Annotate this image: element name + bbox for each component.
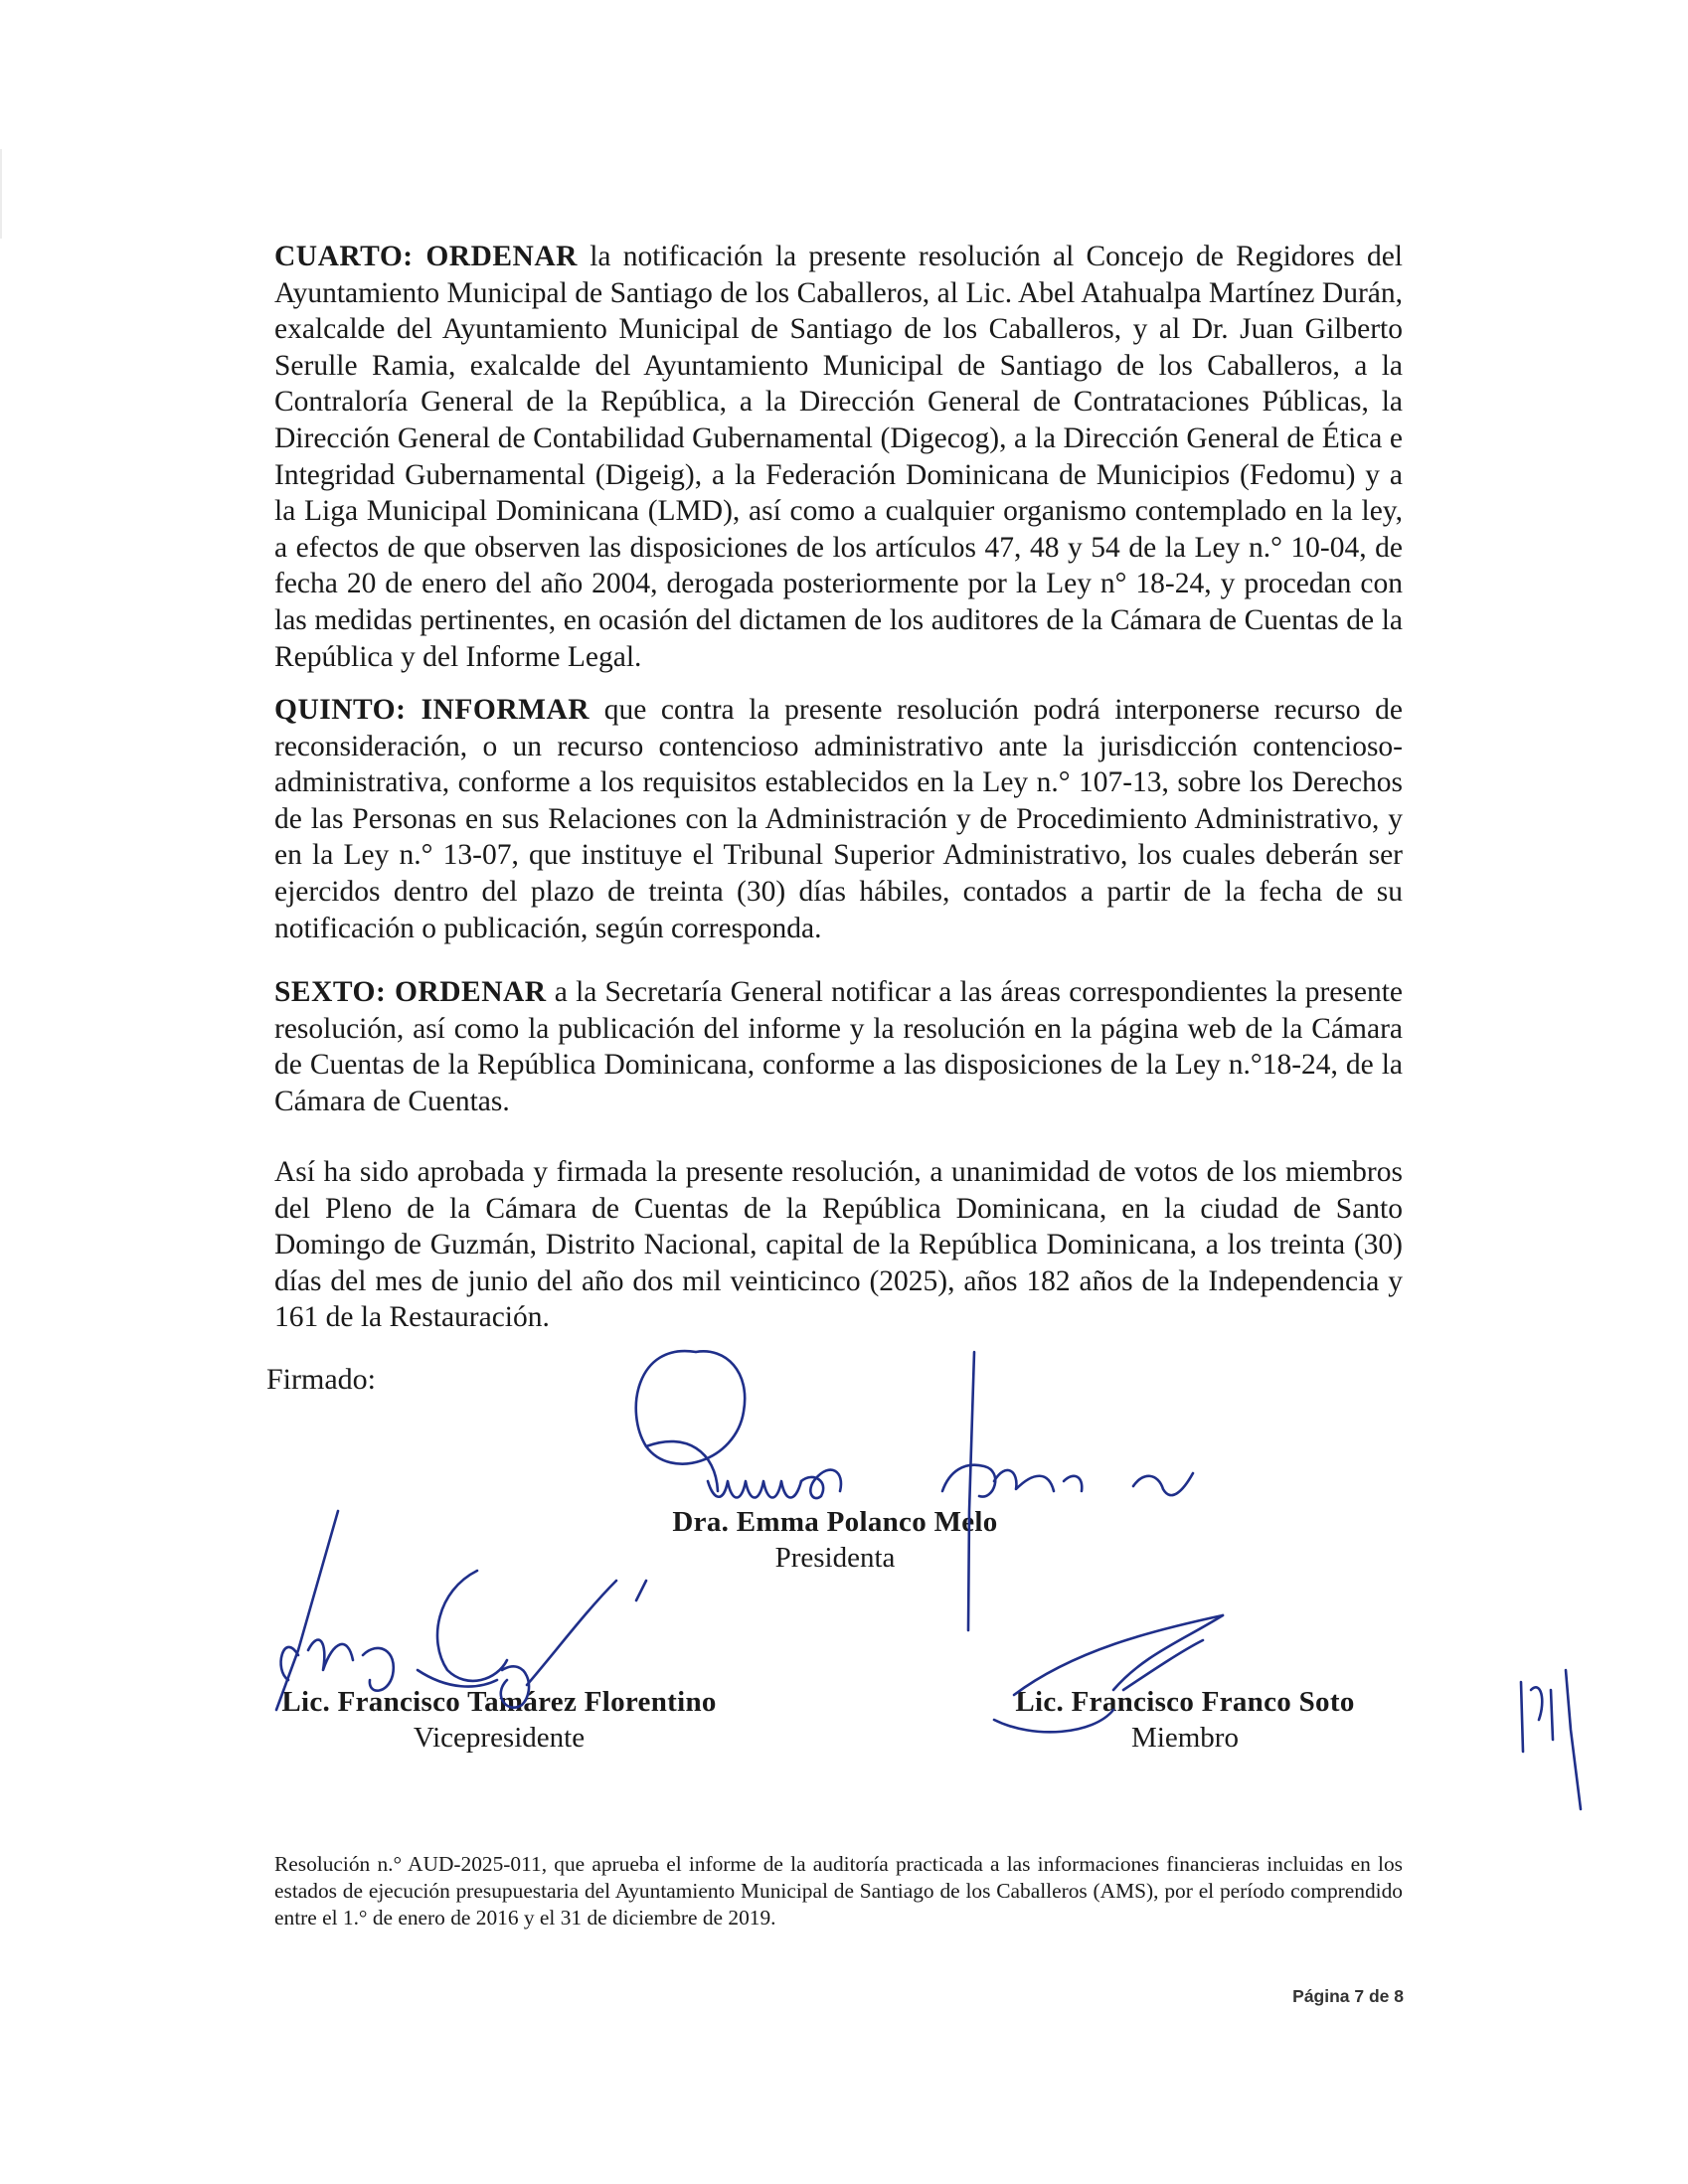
signatory-role: Miembro xyxy=(1131,1722,1239,1754)
signatory-role: Presidenta xyxy=(774,1542,896,1574)
paragraph-lead: SEXTO: ORDENAR xyxy=(274,976,547,1008)
signature-block-presidenta xyxy=(636,1504,1034,1576)
page-number: Página 7 de 8 xyxy=(1292,1986,1404,2006)
paragraph-quinto xyxy=(274,692,1403,946)
signatory-name: Lic. Francisco Tamárez Florentino xyxy=(281,1686,717,1718)
paragraph-sexto xyxy=(274,974,1403,1119)
paragraph-lead: QUINTO: INFORMAR xyxy=(274,694,591,726)
paragraph-cuarto xyxy=(274,239,1403,675)
signed-label: Firmado: xyxy=(266,1363,376,1396)
paragraph-text: a la Secretaría General notificar a las áreas correspondientes la presente resolución, así como la publicación del informe y la resolución en la página web de la Cámara de Cuentas de la República Dominicana, conforme a las disposiciones de la Ley n.°18-24, de la Cámara de Cuentas. xyxy=(274,976,1403,1117)
signature-vicepresidente-ink xyxy=(276,1511,646,1710)
scan-edge-mark xyxy=(0,149,2,239)
footer-resolution-note: Resolución n.° AUD-2025-011, que aprueba el informe de la auditoría practicada a las informaciones financieras incluidas en los estados de ejecución presupuestaria del Ayuntamiento Municipal de Santiago de los Caballeros (AMS), por el período comprendido entre el 1.° de enero de 2016 y el 31 de diciembre de 2019. xyxy=(274,1852,1403,1930)
signature-presidenta-ink xyxy=(636,1351,1193,1630)
paragraph-approval: Así ha sido aprobada y firmada la presente resolución, a unanimidad de votos de los miembros del Pleno de la Cámara de Cuentas de la República Dominicana, en la ciudad de Santo Domingo de Guzmán, Distrito Nacional, capital de la República Dominicana, a los treinta (30) días del mes de junio del año dos mil veinticinco (2025), años 182 años de la Independencia y 161 de la Restauración. xyxy=(274,1156,1403,1334)
paragraph-text: la notificación la presente resolución al Concejo de Regidores del Ayuntamiento Municipal de Santiago de los Caballeros, al Lic. Abel Atahualpa Martínez Durán, exalcalde del Ayuntamiento Municipal de Santiago de los Caballeros, y al Dr. Juan Gilberto Serulle Ramia, exalcalde del Ayuntamiento Municipal de Santiago de los Caballeros, a la Contraloría General de la República, a la Dirección General de Contrataciones Públicas, la Dirección General de Contabilidad Gubernamental (Digecog), a la Dirección General de Ética e Integridad Gubernamental (Digeig), a la Federación Dominicana de Municipios (Fedomu) y a la Liga Municipal Dominicana (LMD), así como a cualquier organismo contemplado en la ley, a efectos de que observen las disposiciones de los artículos 47, 48 y 54 de la Ley n.° 10-04, de fecha 20 de enero del año 2004, derogada posteriormente por la Ley n° 18-24, y procedan con las medidas pertinentes, en ocasión del dictamen de los auditores de la Cámara de Cuentas de la República y del Informe Legal. xyxy=(274,241,1403,673)
signatory-role: Vicepresidente xyxy=(413,1722,586,1754)
signatory-name: Lic. Francisco Franco Soto xyxy=(1015,1686,1355,1718)
initials-ink xyxy=(1521,1670,1581,1809)
signature-block-vicepresidente xyxy=(260,1684,738,1756)
paragraph-text: que contra la presente resolución podrá interponerse recurso de reconsideración, o un recurso contencioso administrativo ante la jurisdicción contencioso-administrativa, conforme a los requisitos establecidos en la Ley n.° 107-13, sobre los Derechos de las Personas en sus Relaciones con la Administración y de Procedimiento Administrativo, y en la Ley n.° 13-07, que instituye el Tribunal Superior Administrativo, los cuales deberán ser ejercidos dentro del plazo de treinta (30) días hábiles, contados a partir de la fecha de su notificación o publicación, según corresponda. xyxy=(274,694,1403,944)
signature-block-miembro xyxy=(986,1684,1384,1756)
paragraph-lead: CUARTO: ORDENAR xyxy=(274,241,578,272)
signatory-name: Dra. Emma Polanco Melo xyxy=(672,1506,998,1538)
